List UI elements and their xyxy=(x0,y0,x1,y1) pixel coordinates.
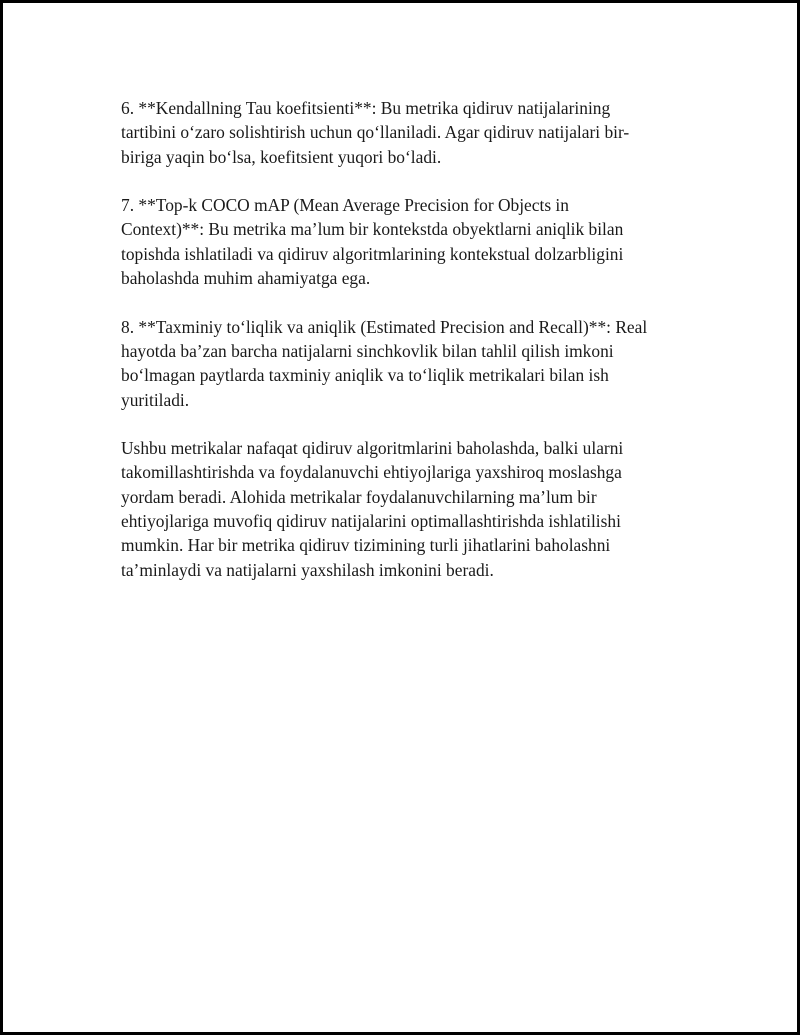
text-line: takomillashtirishda va foydalanuvchi ehtiyojlariga yaxshiroq moslashga xyxy=(121,462,622,483)
text-line: bo‘lmagan paytlarda taxminiy aniqlik va to‘liqlik metrikalari bilan ish xyxy=(121,365,609,386)
paragraph-conclusion xyxy=(121,436,693,582)
paragraph-estimated-precision-recall xyxy=(121,315,693,412)
text-line: 7. **Top-k COCO mAP (Mean Average Precision for Objects in xyxy=(121,195,569,216)
text-line: topishda ishlatiladi va qidiruv algoritmlarining kontekstual dolzarbligini xyxy=(121,243,624,264)
text-line: tartibini o‘zaro solishtirish uchun qo‘llaniladi. Agar qidiruv natijalari bir- xyxy=(121,122,630,143)
paragraph-kendall-tau xyxy=(121,96,693,169)
text-line: Context)**: Bu metrika ma’lum bir kontekstda obyektlarni aniqlik bilan xyxy=(121,219,624,240)
text-line: hayotda ba’zan barcha natijalarni sinchkovlik bilan tahlil qilish imkoni xyxy=(121,340,614,361)
text-line: yordam beradi. Alohida metrikalar foydalanuvchilarning ma’lum bir xyxy=(121,486,597,507)
text-line: ta’minlaydi va natijalarni yaxshilash imkonini beradi. xyxy=(121,559,494,580)
text-line: yuritiladi. xyxy=(121,389,190,410)
text-line: 6. **Kendallning Tau koefitsienti**: Bu metrika qidiruv natijalarining xyxy=(121,98,611,118)
text-line: mumkin. Har bir metrika qidiruv tizimining turli jihatlarini baholashni xyxy=(121,535,611,556)
text-line: ehtiyojlariga muvofiq qidiruv natijalarini optimallashtirishda ishlatilishi xyxy=(121,511,621,532)
paragraph-coco-map xyxy=(121,193,693,290)
document-body xyxy=(121,96,693,606)
text-line: biriga yaqin bo‘lsa, koefitsient yuqori bo‘ladi. xyxy=(121,146,442,167)
text-line: Ushbu metrikalar nafaqat qidiruv algoritmlarini baholashda, balki ularni xyxy=(121,438,624,459)
text-line: 8. **Taxminiy to‘liqlik va aniqlik (Estimated Precision and Recall)**: Real xyxy=(121,316,648,337)
text-line: baholashda muhim ahamiyatga ega. xyxy=(121,268,371,289)
